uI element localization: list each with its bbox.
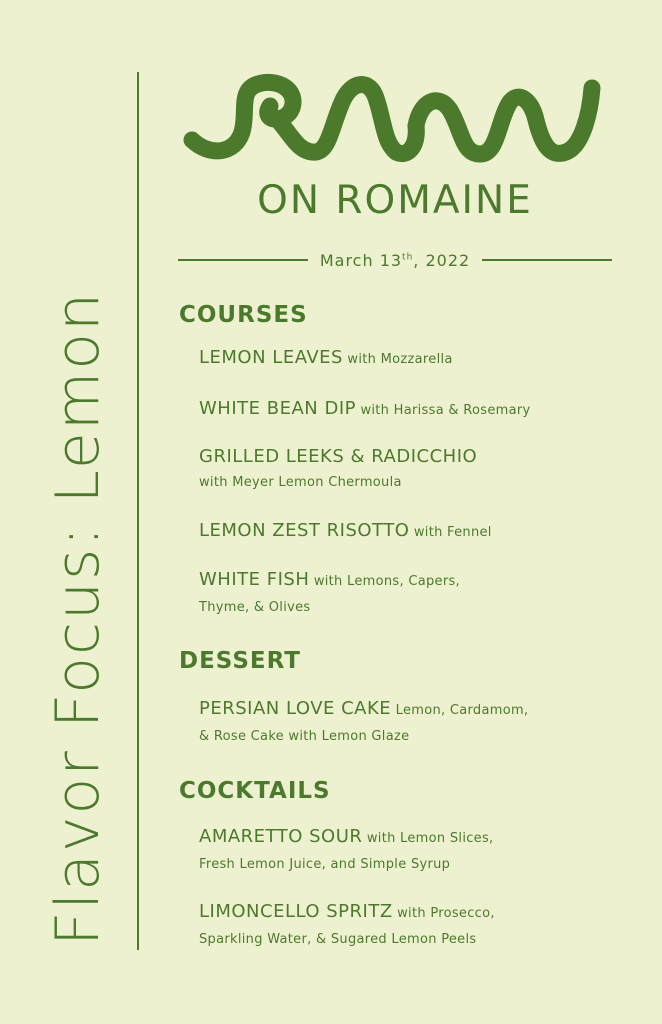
date-rule-right bbox=[482, 259, 612, 261]
item-name: WHITE FISH bbox=[199, 569, 310, 590]
item-desc-line2: & Rose Cake with Lemon Glaze bbox=[199, 729, 410, 744]
item-desc: with Fennel bbox=[413, 525, 492, 540]
item-name: LEMON ZEST RISOTTO bbox=[199, 520, 410, 541]
section-title-dessert: DESSERT bbox=[179, 648, 301, 674]
item-name: GRILLED LEEKS & RADICCHIO bbox=[199, 446, 478, 467]
item-desc: with Harissa & Rosemary bbox=[360, 403, 531, 418]
item-desc: with Mozzarella bbox=[347, 352, 453, 367]
item-desc: with Prosecco, bbox=[397, 906, 495, 921]
item-desc-line2: Thyme, & Olives bbox=[199, 600, 311, 615]
subtitle: ON ROMAINE bbox=[257, 178, 533, 223]
raw-logo bbox=[180, 62, 610, 172]
menu-item bbox=[199, 444, 639, 496]
menu-item bbox=[199, 567, 639, 621]
menu-item bbox=[199, 696, 639, 750]
item-name: WHITE BEAN DIP bbox=[199, 398, 356, 419]
menu-item bbox=[199, 345, 639, 373]
item-name: PERSIAN LOVE CAKE bbox=[199, 698, 392, 719]
item-name: LEMON LEAVES bbox=[199, 347, 343, 368]
item-desc-line2: Fresh Lemon Juice, and Simple Syrup bbox=[199, 857, 451, 872]
side-title: Flavor Focus: Lemon bbox=[43, 290, 113, 946]
section-title-courses: COURSES bbox=[179, 302, 308, 328]
item-desc: with Lemon Slices, bbox=[366, 831, 494, 846]
vertical-divider bbox=[137, 72, 139, 950]
item-desc: Lemon, Cardamom, bbox=[395, 703, 529, 718]
date-row bbox=[178, 248, 612, 272]
menu-item bbox=[199, 899, 639, 953]
item-name: AMARETTO SOUR bbox=[199, 826, 363, 847]
menu-item bbox=[199, 518, 639, 546]
item-desc-line2: Sparkling Water, & Sugared Lemon Peels bbox=[199, 932, 477, 947]
item-name: LIMONCELLO SPRITZ bbox=[199, 901, 393, 922]
item-desc: with Meyer Lemon Chermoula bbox=[199, 475, 402, 490]
section-title-cocktails: COCKTAILS bbox=[179, 778, 331, 804]
menu-item bbox=[199, 396, 639, 424]
date-rule-left bbox=[178, 259, 308, 261]
item-desc: with Lemons, Capers, bbox=[313, 574, 460, 589]
event-date: March 13th, 2022 bbox=[319, 250, 471, 270]
menu-item bbox=[199, 824, 639, 878]
